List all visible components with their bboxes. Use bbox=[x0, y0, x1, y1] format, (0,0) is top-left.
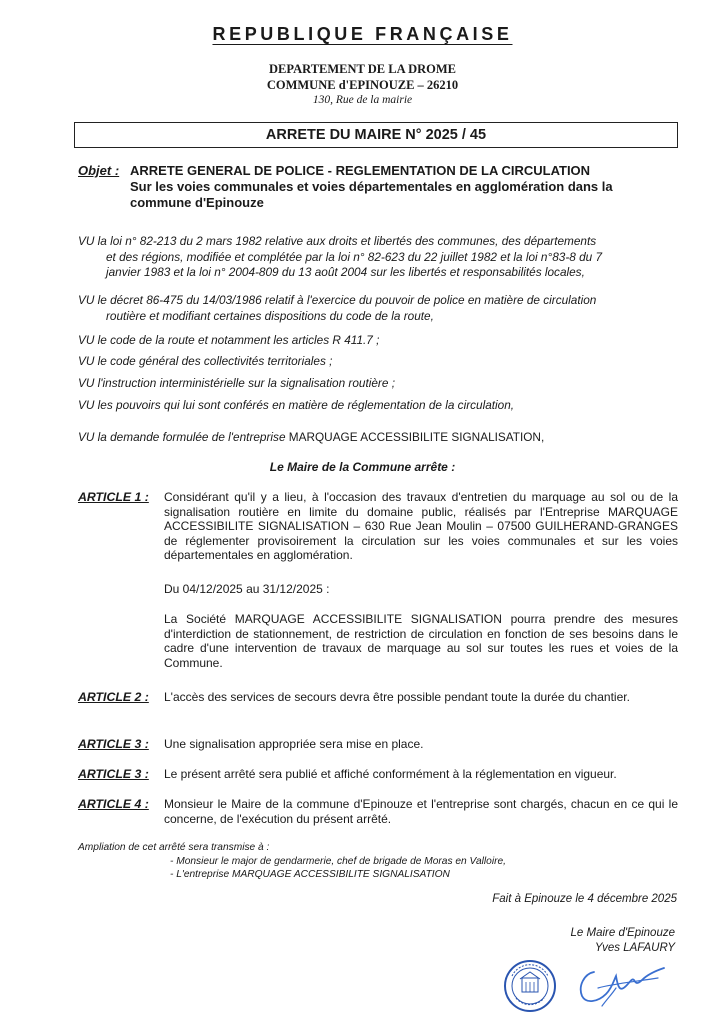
article-4-label: ARTICLE 4 : bbox=[78, 797, 149, 811]
ampliation-item-gendarmerie: - Monsieur le major de gendarmerie, chef de brigade de Moras en Valloire, bbox=[170, 856, 506, 867]
vu-demande-company: MARQUAGE ACCESSIBILITE SIGNALISATION, bbox=[288, 430, 545, 444]
maire-arrete-heading: Le Maire de la Commune arrête : bbox=[269, 460, 456, 474]
objet-label: Objet : bbox=[78, 163, 120, 178]
article-3-text: Une signalisation appropriée sera mise en place. bbox=[164, 737, 424, 751]
article-1-text: Considérant qu'il y a lieu, à l'occasion des travaux d'entretien du marquage au sol ou de la signalisation routière en limite du domaine public, réalisés par l'Entreprise MARQUAGE ACCESSIBILITE SIGNALISATION – 630 Rue Jean Moulin – 07500 GUILHERAND-GRANGES de réglementer provisoirement la circulation sur les voies communales et sur les voies départementales en agglomération. bbox=[164, 490, 678, 563]
maire-role: Le Maire d'Epinouze bbox=[570, 927, 675, 939]
vu-demande-text: VU la demande formulée de l'entreprise bbox=[78, 430, 286, 444]
article-3b-text: Le présent arrêté sera publié et affiché conformément à la réglementation en vigueur. bbox=[164, 767, 617, 781]
vu-clause-loi bbox=[78, 234, 678, 281]
vu-clause-code-route: VU le code de la route et notamment les articles R 411.7 ; bbox=[78, 333, 380, 347]
vu-clause-demande bbox=[78, 430, 678, 446]
article-4-text: Monsieur le Maire de la commune d'Epinouze et l'entreprise sont chargés, chacun en ce qui le concerne, de l'exécution du présent arrêté. bbox=[164, 797, 678, 826]
commune-line: COMMUNE d'EPINOUZE – 26210 bbox=[266, 78, 459, 92]
maire-signature-icon bbox=[572, 958, 672, 1010]
objet-line-1: ARRETE GENERAL DE POLICE - REGLEMENTATION DE LA CIRCULATION bbox=[130, 163, 591, 178]
vu-decret-line-2: routière et modifiant certaines dispositions du code de la route, bbox=[106, 308, 434, 323]
maire-name: Yves LAFAURY bbox=[594, 942, 675, 954]
departement-line: DEPARTEMENT DE LA DROME bbox=[269, 62, 456, 76]
mairie-stamp-icon bbox=[502, 958, 558, 1014]
ampliation-title: Ampliation de cet arrêté sera transmise à : bbox=[78, 842, 270, 853]
vu-loi-line-1: VU la loi n° 82-213 du 2 mars 1982 relative aux droits et libertés des communes, des départements bbox=[78, 234, 597, 248]
article-1-dates: Du 04/12/2025 au 31/12/2025 : bbox=[164, 582, 330, 596]
vu-loi-line-2: et des régions, modifiée et complétée par la loi n° 82-623 du 22 juillet 1982 et la loi n°83-8 du 7 bbox=[106, 249, 603, 264]
vu-clause-instruction: VU l'instruction interministérielle sur la signalisation routière ; bbox=[78, 376, 395, 390]
article-2-text: L'accès des services de secours devra être possible pendant toute la durée du chantier. bbox=[164, 690, 630, 704]
article-1-text-2: La Société MARQUAGE ACCESSIBILITE SIGNALISATION pourra prendre des mesures d'interdiction de stationnement, de restriction de circulation en fonction de ses besoins dans le cadre d'une intervention de travaux de marquage au sol sur toutes les rues et voies de la Commune. bbox=[164, 612, 678, 670]
objet-line-3: commune d'Epinouze bbox=[130, 195, 264, 210]
objet-text bbox=[130, 163, 690, 211]
article-3b-label: ARTICLE 3 : bbox=[78, 767, 149, 781]
vu-clause-pouvoirs: VU les pouvoirs qui lui sont conférés en matière de réglementation de la circulation, bbox=[78, 398, 515, 412]
article-1-label: ARTICLE 1 : bbox=[78, 490, 149, 504]
vu-loi-line-3: janvier 1983 et la loi n° 2004-809 du 13 août 2004 sur les libertés et responsabilités locales, bbox=[106, 265, 585, 279]
vu-clause-decret bbox=[78, 293, 678, 324]
article-3-label: ARTICLE 3 : bbox=[78, 737, 149, 751]
vu-decret-line-1: VU le décret 86-475 du 14/03/1986 relatif à l'exercice du pouvoir de police en matière de circulation bbox=[78, 293, 597, 307]
article-2-label: ARTICLE 2 : bbox=[78, 690, 149, 704]
fait-a-date: Fait à Epinouze le 4 décembre 2025 bbox=[492, 893, 677, 905]
ampliation-item-entreprise: - L'entreprise MARQUAGE ACCESSIBILITE SIGNALISATION bbox=[170, 869, 450, 880]
vu-clause-cgct: VU le code général des collectivités territoriales ; bbox=[78, 354, 333, 368]
arrete-title-box: ARRETE DU MAIRE N° 2025 / 45 bbox=[74, 122, 678, 148]
objet-line-2: Sur les voies communales et voies départementales en agglomération dans la bbox=[130, 179, 613, 194]
republique-francaise-heading: REPUBLIQUE FRANÇAISE bbox=[212, 24, 513, 44]
mairie-address: 130, Rue de la mairie bbox=[312, 94, 413, 106]
